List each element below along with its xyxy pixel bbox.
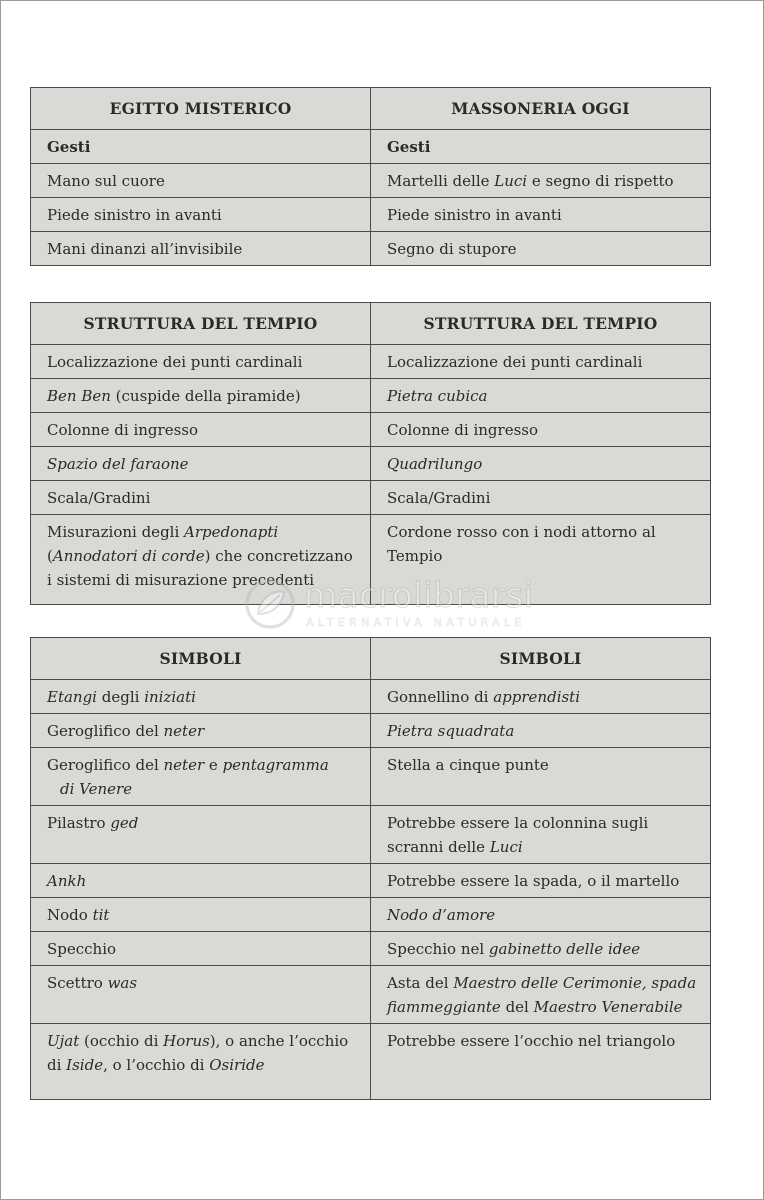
table-cell-right (371, 748, 711, 806)
text: Scala/Gradini (47, 489, 151, 507)
table-row (31, 806, 711, 864)
italic-text: Iside (66, 1056, 104, 1074)
text: Potrebbe essere la spada, o il martello (387, 872, 680, 890)
text: Scala/Gradini (387, 489, 491, 507)
text: Gonnellino di (387, 688, 494, 706)
table-cell-right (371, 515, 711, 605)
table-cell-left (31, 714, 371, 748)
text: e segno di rispetto (527, 172, 674, 190)
italic-text: Horus (163, 1032, 210, 1050)
text: Geroglifico del (47, 722, 164, 740)
table-row (31, 232, 711, 266)
table-header-row (31, 303, 711, 345)
text: Colonne di ingresso (47, 421, 199, 439)
text: Geroglifico del (47, 756, 164, 774)
text: ( (47, 547, 53, 565)
table-cell-left (31, 864, 371, 898)
text: Localizzazione dei punti cardinali (387, 353, 643, 371)
italic-text: neter (163, 756, 205, 774)
table-row (31, 447, 711, 481)
italic-text: Arpedonapti (184, 523, 279, 541)
italic-text: di Venere (60, 780, 133, 798)
table-cell-right (371, 447, 711, 481)
text: Asta del (387, 974, 454, 992)
italic-text: apprendisti (493, 688, 581, 706)
table-cell-left (31, 748, 371, 806)
watermark-tagline: ALTERNATIVA NATURALE (306, 616, 526, 629)
table-header-row (31, 638, 711, 680)
table-cell-right (371, 164, 711, 198)
italic-text: Annodatori di corde (52, 547, 205, 565)
table-row (31, 198, 711, 232)
table-row (31, 966, 711, 1024)
table-cell-left (31, 481, 371, 515)
italic-text: tit (92, 906, 110, 924)
italic-text: ged (110, 814, 139, 832)
italic-text: gabinetto delle idee (488, 940, 641, 958)
table-row (31, 345, 711, 379)
table-cell-left (31, 806, 371, 864)
table-cell-left (31, 198, 371, 232)
table-cell-left (31, 966, 371, 1024)
italic-text: iniziati (144, 688, 196, 706)
text: e (204, 756, 223, 774)
table-cell-left (31, 898, 371, 932)
table-row (31, 481, 711, 515)
text: Stella a cinque punte (387, 756, 549, 774)
text: Colonne di ingresso (387, 421, 539, 439)
table-cell-left (31, 680, 371, 714)
text: Misurazioni degli (47, 523, 185, 541)
italic-text: Maestro delle Cerimonie, spada fiammeggiante (387, 974, 697, 1016)
table-row (31, 1024, 711, 1100)
table-gesti (30, 87, 711, 266)
table-row (31, 379, 711, 413)
table-body (31, 345, 711, 605)
table-cell-left (31, 164, 371, 198)
table-row (31, 515, 711, 605)
subheader-left: Gesti (31, 130, 371, 164)
text: Segno di stupore (387, 240, 517, 258)
table-row (31, 413, 711, 447)
header-right: SIMBOLI (371, 638, 711, 680)
table-cell-right (371, 345, 711, 379)
italic-text: Luci (494, 172, 528, 190)
table-cell-left (31, 447, 371, 481)
subheader-right: Gesti (371, 130, 711, 164)
text: Potrebbe essere la colonnina sugli scranni delle (387, 814, 649, 856)
text: ) che concretizzano i sistemi di misurazione precedenti (47, 547, 353, 589)
table-cell-right (371, 898, 711, 932)
header-right: STRUTTURA DEL TEMPIO (371, 303, 711, 345)
header-right: MASSONERIA OGGI (371, 88, 711, 130)
table-cell-right (371, 680, 711, 714)
italic-text: was (107, 974, 138, 992)
table-cell-right (371, 864, 711, 898)
table-cell-right (371, 413, 711, 447)
italic-text: Quadrilungo (387, 455, 483, 473)
header-left: STRUTTURA DEL TEMPIO (31, 303, 371, 345)
table-cell-left (31, 1024, 371, 1100)
text: Potrebbe essere l’occhio nel triangolo (387, 1032, 676, 1050)
table-row (31, 932, 711, 966)
table-row (31, 898, 711, 932)
table-cell-left (31, 345, 371, 379)
table-cell-left (31, 515, 371, 605)
text: Specchio nel (387, 940, 489, 958)
text: Piede sinistro in avanti (47, 206, 222, 224)
table-cell-right (371, 932, 711, 966)
table-row (31, 164, 711, 198)
text: Scettro (47, 974, 108, 992)
watermark-name: macrolibrarsi (304, 576, 534, 616)
italic-text: Spazio del faraone (47, 455, 189, 473)
table-cell-right (371, 198, 711, 232)
italic-text: Etangi (47, 688, 97, 706)
table-cell-right (371, 966, 711, 1024)
text: Piede sinistro in avanti (387, 206, 562, 224)
italic-text: Maestro Venerabile (533, 998, 683, 1016)
table-row (31, 680, 711, 714)
table-simboli (30, 637, 711, 1100)
text: Localizzazione dei punti cardinali (47, 353, 303, 371)
subheader-row (31, 130, 711, 164)
text: (cuspide della piramide) (110, 387, 301, 405)
table-cell-right (371, 481, 711, 515)
table-row (31, 864, 711, 898)
table-body (31, 164, 711, 266)
header-left: SIMBOLI (31, 638, 371, 680)
text: (occhio di (79, 1032, 164, 1050)
italic-text: Luci (489, 838, 523, 856)
table-cell-left (31, 379, 371, 413)
italic-text: neter (163, 722, 205, 740)
italic-text: Pietra squadrata (387, 722, 515, 740)
table-header-row (31, 88, 711, 130)
italic-text: Nodo d’amore (387, 906, 496, 924)
table-cell-right (371, 379, 711, 413)
italic-text: Pietra cubica (387, 387, 488, 405)
text: Specchio (47, 940, 117, 958)
text: Martelli delle (387, 172, 495, 190)
table-row (31, 748, 711, 806)
text: Mano sul cuore (47, 172, 165, 190)
italic-text: Ujat (47, 1032, 80, 1050)
table-cell-left (31, 232, 371, 266)
text: Pilastro (47, 814, 111, 832)
italic-text: Ben Ben (47, 387, 111, 405)
table-cell-right (371, 1024, 711, 1100)
italic-text: Ankh (47, 872, 87, 890)
italic-text: Osiride (209, 1056, 265, 1074)
text: ), o anche l’occhio di (47, 1032, 349, 1074)
table-struttura-tempio (30, 302, 711, 605)
table-cell-left (31, 413, 371, 447)
table-row (31, 714, 711, 748)
text: Nodo (47, 906, 93, 924)
text: degli (96, 688, 145, 706)
table-cell-right (371, 806, 711, 864)
table-body (31, 680, 711, 1100)
table-cell-right (371, 714, 711, 748)
text: Mani dinanzi all’invisibile (47, 240, 243, 258)
table-cell-left (31, 932, 371, 966)
text: Cordone rosso con i nodi attorno al Tempio (387, 523, 656, 565)
table-cell-right (371, 232, 711, 266)
text: , o l’occhio di (103, 1056, 210, 1074)
header-left: EGITTO MISTERICO (31, 88, 371, 130)
text: del (500, 998, 534, 1016)
italic-text: pentagramma (222, 756, 329, 774)
